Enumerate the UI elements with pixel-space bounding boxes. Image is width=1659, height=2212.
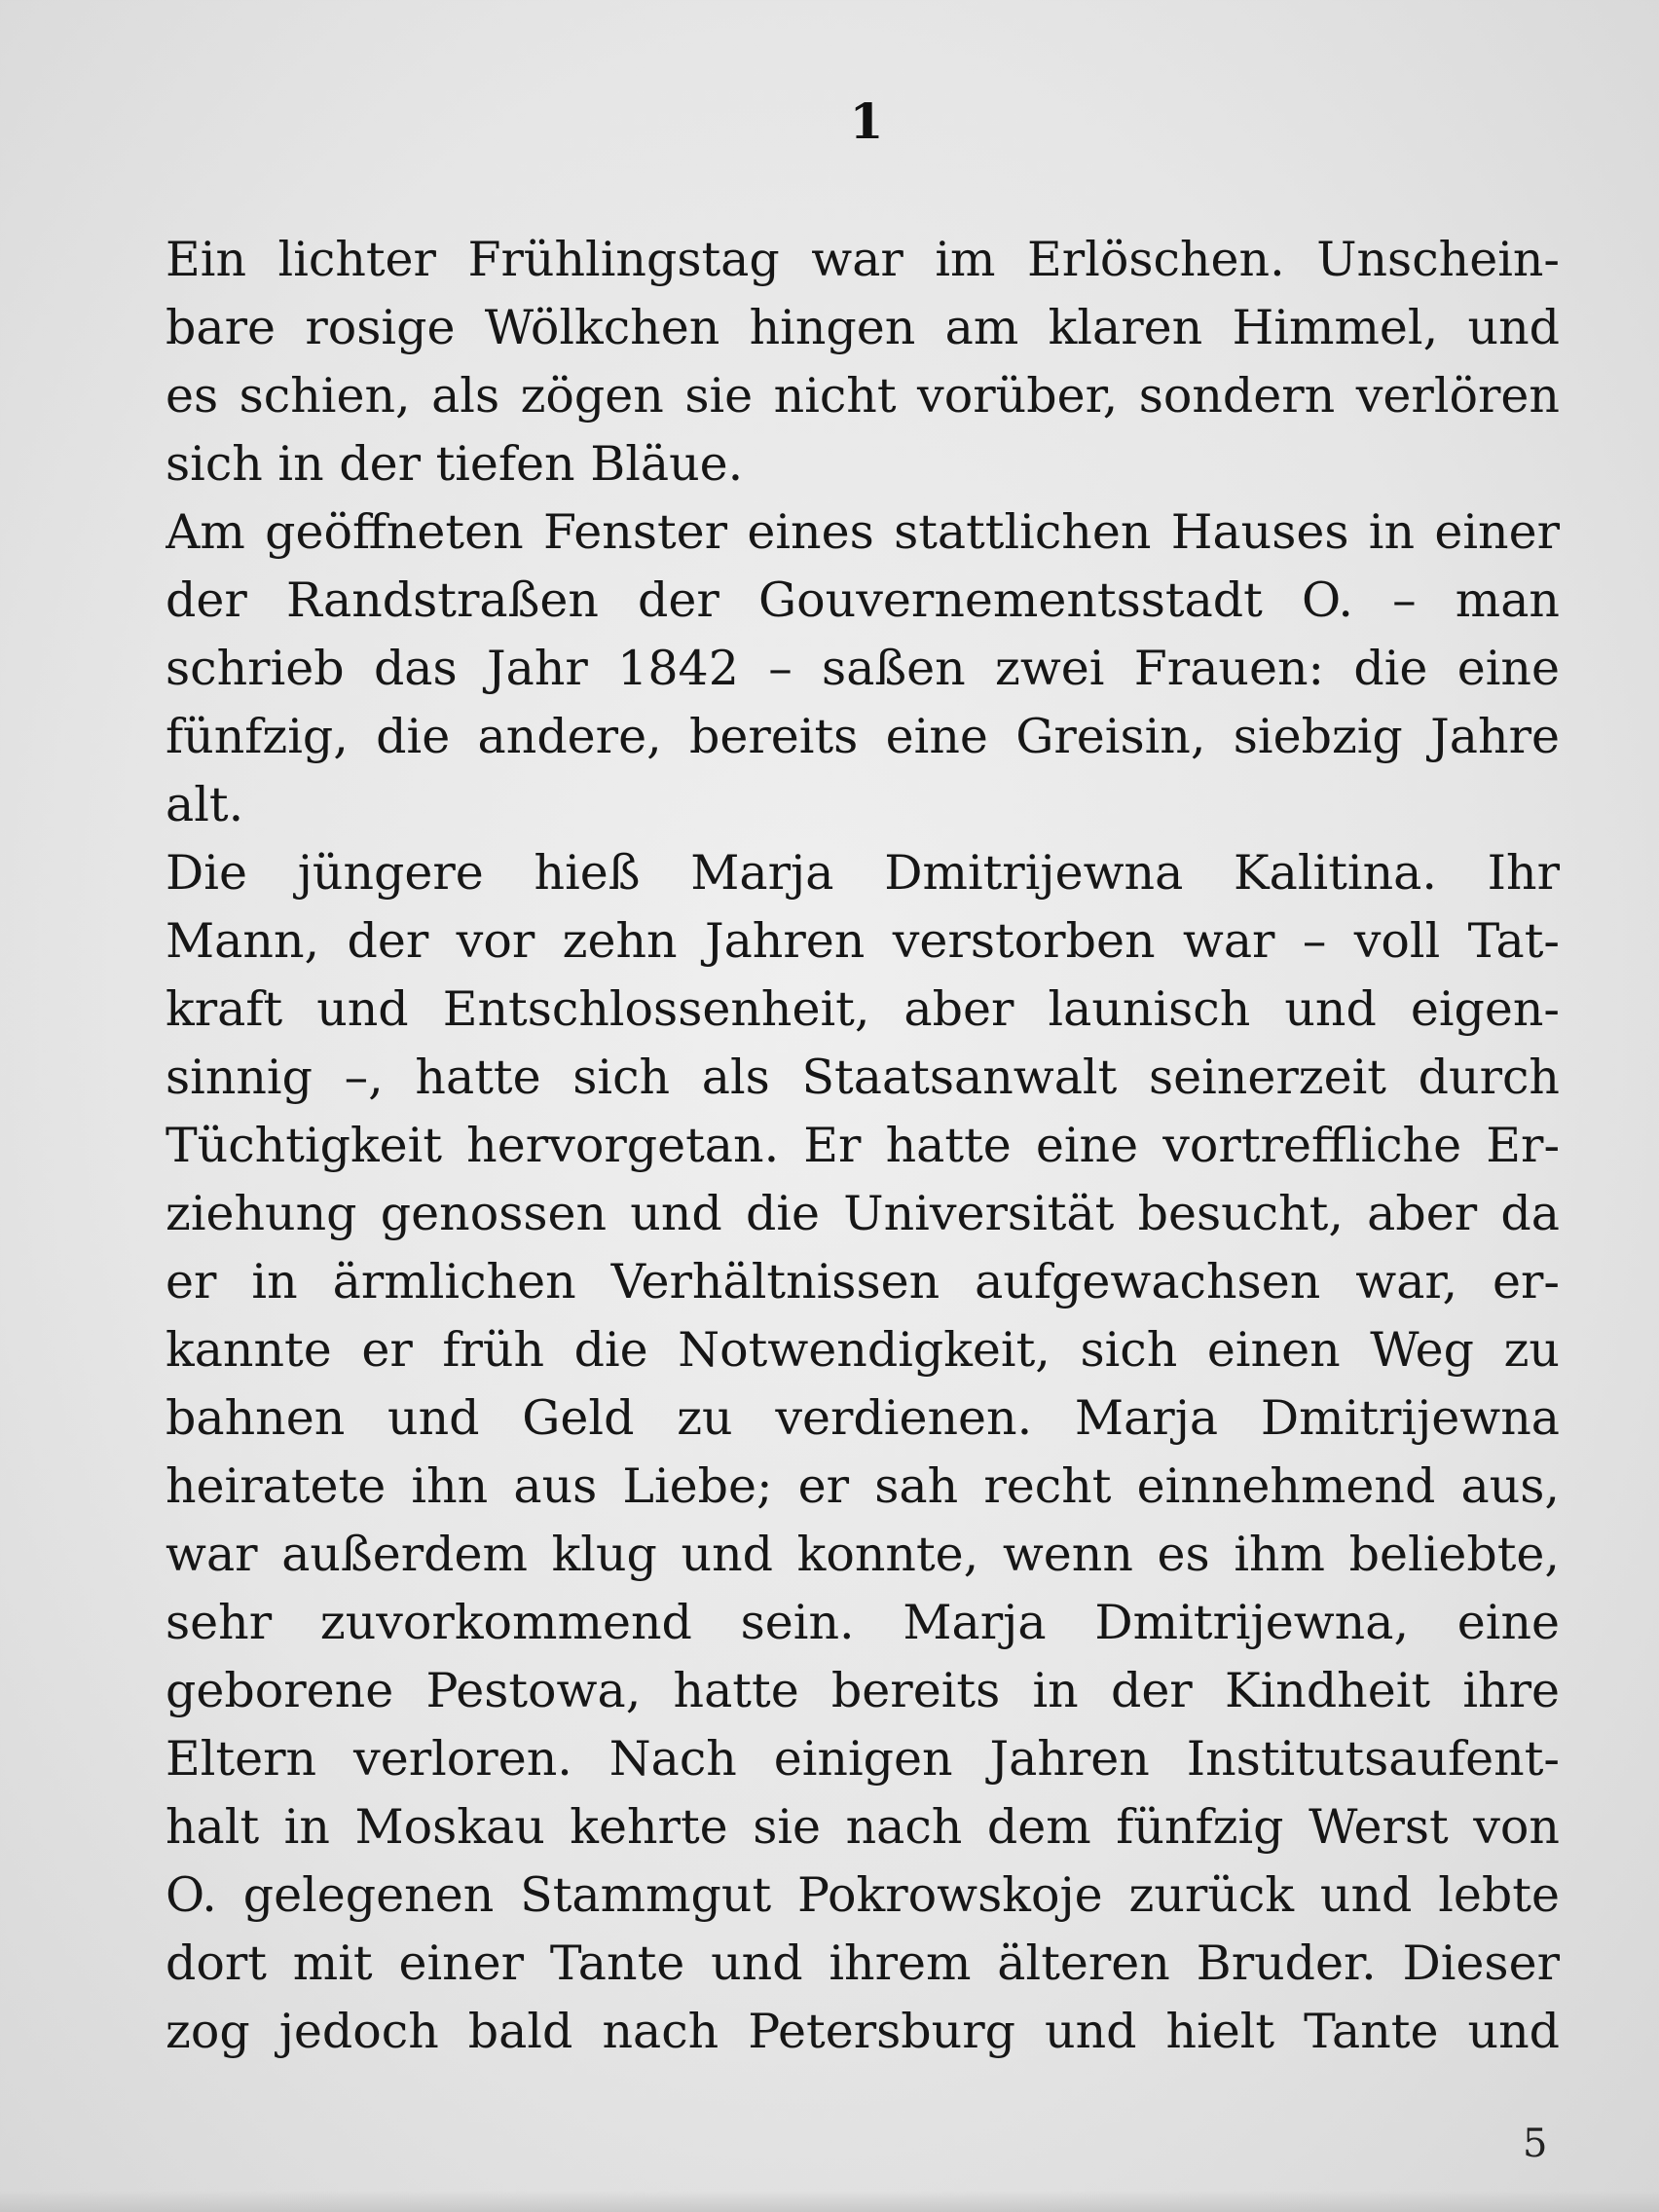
body-text — [166, 226, 1560, 2066]
text-line: halt in Moskau kehrte sie nach dem fünfzig Werst von — [166, 1799, 1560, 1855]
text-line: Am geöffneten Fenster eines stattlichen Hauses in einer — [166, 504, 1560, 560]
text-line: dort mit einer Tante und ihrem älteren Bruder. Dieser — [166, 1936, 1560, 1991]
chapter-number: 1 — [849, 92, 884, 150]
text-line: kannte er früh die Notwendigkeit, sich einen Weg zu — [166, 1322, 1560, 1378]
text-line: ziehung genossen und die Universität besucht, aber da — [166, 1186, 1560, 1241]
text-line: sehr zuvorkommend sein. Marja Dmitrijewna, eine — [166, 1595, 1560, 1650]
text-line: sich in der tiefen Bläue. — [166, 436, 744, 492]
text-line: fünfzig, die andere, bereits eine Greisin, siebzig Jahre — [166, 709, 1560, 764]
text-line: Mann, der vor zehn Jahren verstorben war – voll Tat- — [166, 913, 1560, 969]
text-line: Eltern verloren. Nach einigen Jahren Institutsaufent- — [166, 1731, 1560, 1787]
text-line: Ein lichter Frühlingstag war im Erlöschen. Unschein- — [166, 232, 1560, 287]
text-line: der Randstraßen der Gouvernementsstadt O. – man — [166, 572, 1560, 628]
text-line: Tüchtigkeit hervorgetan. Er hatte eine vortreffliche Er- — [166, 1118, 1560, 1173]
bottom-edge-shadow — [0, 2191, 1659, 2212]
text-line: heiratete ihn aus Liebe; er sah recht einnehmend aus, — [166, 1458, 1560, 1514]
text-line: Die jüngere hieß Marja Dmitrijewna Kalitina. Ihr — [166, 845, 1560, 901]
text-line: es schien, als zögen sie nicht vorüber, sondern verlören — [166, 368, 1560, 424]
text-line: sinnig –, hatte sich als Staatsanwalt seinerzeit durch — [166, 1050, 1560, 1105]
text-line: alt. — [166, 777, 244, 832]
text-line: bare rosige Wölkchen hingen am klaren Himmel, und — [166, 300, 1560, 355]
text-line: zog jedoch bald nach Petersburg und hielt Tante und — [166, 2004, 1560, 2059]
text-line: kraft und Entschlossenheit, aber launisch und eigen- — [166, 981, 1560, 1037]
page-number: 5 — [1523, 2121, 1548, 2166]
text-line: schrieb das Jahr 1842 – saßen zwei Frauen: die eine — [166, 641, 1560, 696]
text-line: er in ärmlichen Verhältnissen aufgewachsen war, er- — [166, 1254, 1560, 1309]
text-line: war außerdem klug und konnte, wenn es ihm beliebte, — [166, 1527, 1560, 1582]
text-line: bahnen und Geld zu verdienen. Marja Dmitrijewna — [166, 1390, 1560, 1446]
text-line: O. gelegenen Stammgut Pokrowskoje zurück und lebte — [166, 1867, 1560, 1923]
text-line: geborene Pestowa, hatte bereits in der Kindheit ihre — [166, 1663, 1560, 1718]
